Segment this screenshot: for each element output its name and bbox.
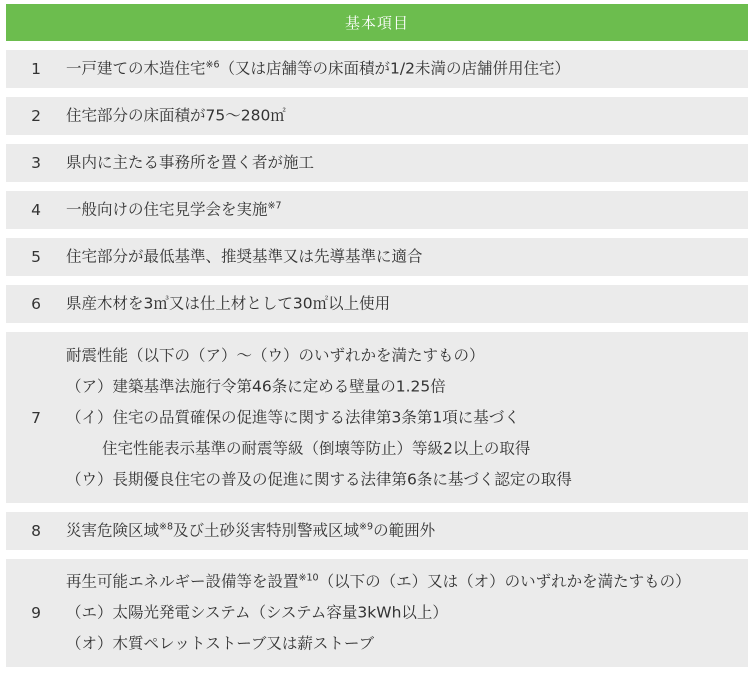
item-text: の範囲外 — [373, 521, 436, 540]
item-text: 一般向けの住宅見学会を実施 — [66, 200, 268, 219]
item-number: 3 — [31, 154, 41, 172]
item-text-line — [66, 433, 740, 464]
item-number: 5 — [31, 248, 41, 266]
item-text: 及び土砂災害特別警戒区域 — [173, 521, 360, 540]
item-text: 一戸建ての木造住宅 — [66, 59, 206, 78]
item-number: 9 — [31, 604, 41, 622]
item-text-line — [66, 598, 740, 629]
item-text-line — [66, 629, 740, 660]
footnote-marker: ※10 — [298, 572, 319, 584]
item-text: 住宅部分の床面積が75～280㎡ — [66, 106, 286, 125]
item-text-line — [66, 198, 740, 223]
item-text-line — [66, 104, 740, 129]
item-content — [66, 57, 740, 82]
list-item — [6, 512, 748, 550]
list-item — [6, 238, 748, 276]
list-item — [6, 332, 748, 503]
item-text: 県産木材を3㎥又は仕上材として30㎡以上使用 — [66, 294, 391, 313]
item-text-line — [66, 464, 740, 495]
item-text: （ア）建築基準法施行令第46条に定める壁量の1.25倍 — [66, 377, 446, 395]
item-text-line — [66, 292, 740, 317]
item-content — [66, 340, 740, 495]
item-text-line — [66, 567, 740, 598]
item-text: 住宅性能表示基準の耐震等級（倒壊等防止）等級2以上の取得 — [102, 439, 531, 457]
item-text: （又は店舗等の床面積が1/2未満の店舗併用住宅） — [219, 59, 570, 78]
item-text-line — [66, 371, 740, 402]
table-header-title: 基本項目 — [344, 14, 409, 32]
item-text: 住宅部分が最低基準、推奨基準又は先導基準に適合 — [66, 247, 423, 266]
footnote-marker: ※7 — [267, 200, 282, 212]
item-text-line — [66, 519, 740, 544]
item-text: （以下の（エ）又は（オ）のいずれかを満たすもの） — [318, 572, 691, 591]
item-number: 2 — [31, 107, 41, 125]
footnote-marker: ※9 — [359, 521, 374, 533]
item-content — [66, 519, 740, 544]
item-text-line — [66, 151, 740, 176]
item-content — [66, 292, 740, 317]
list-item — [6, 285, 748, 323]
footnote-marker: ※8 — [159, 521, 174, 533]
footnote-marker: ※6 — [205, 59, 220, 71]
item-content — [66, 104, 740, 129]
item-text: 県内に主たる事務所を置く者が施工 — [66, 153, 315, 172]
item-text: 耐震性能（以下の（ア）～（ウ）のいずれかを満たすもの） — [66, 346, 485, 364]
item-number: 4 — [31, 201, 41, 219]
item-text-line — [66, 245, 740, 270]
list-item — [6, 559, 748, 667]
item-text: （ウ）長期優良住宅の普及の促進に関する法律第6条に基づく認定の取得 — [66, 470, 572, 488]
list-item — [6, 144, 748, 182]
item-number: 6 — [31, 295, 41, 313]
table-header — [6, 4, 748, 41]
item-content — [66, 198, 740, 223]
item-content — [66, 567, 740, 660]
item-number: 7 — [31, 408, 41, 427]
item-text-line — [66, 57, 740, 82]
item-text: （エ）太陽光発電システム（システム容量3kWh以上） — [66, 603, 448, 622]
list-item — [6, 97, 748, 135]
item-number: 1 — [31, 60, 41, 78]
item-text: 再生可能エネルギー設備等を設置 — [66, 572, 299, 591]
list-item — [6, 50, 748, 88]
item-number: 8 — [31, 522, 41, 540]
item-text: 災害危険区域 — [66, 521, 160, 540]
item-text: （オ）木質ペレットストーブ又は薪ストーブ — [66, 634, 375, 653]
item-text-line — [66, 402, 740, 433]
item-text: （イ）住宅の品質確保の促進等に関する法律第3条第1項に基づく — [66, 408, 520, 426]
item-text-line — [66, 340, 740, 371]
item-content — [66, 151, 740, 176]
list-item — [6, 191, 748, 229]
item-content — [66, 245, 740, 270]
